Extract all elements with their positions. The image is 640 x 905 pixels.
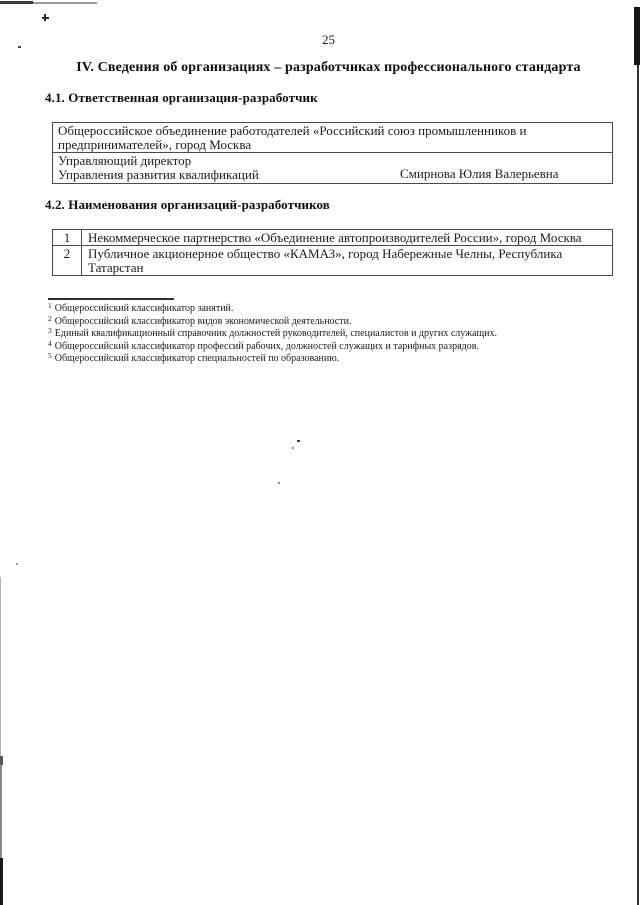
footnote-text: Общероссийский классификатор специальностей по образованию. [54,353,340,364]
scan-artifact-speck [292,447,294,449]
footnote [48,303,608,316]
scan-artifact-right-edge-bar [634,7,640,65]
table-row [53,245,612,275]
org-name-line: Общероссийское объединение работодателей «Российский союз промышленников и [58,123,527,138]
responsible-org-table [52,122,613,184]
scan-artifact-left-edge-line [0,858,3,905]
developer-org-line: Татарстан [88,260,144,275]
scan-artifact-right-edge-line [637,65,639,905]
responsible-person-cell [53,153,612,183]
table-row [53,230,612,245]
scan-artifact-left-edge-line [0,765,2,860]
footnote-separator [48,298,174,300]
developer-org-cell [82,230,612,245]
position-line: Управляющий директор [58,153,192,168]
footnote [48,313,608,329]
scan-artifact-speck [278,482,280,484]
scan-artifact-left-edge-dash [0,756,3,765]
scan-artifact-left-edge-line [0,577,1,765]
footnote-text: Единый квалификационный справочник должностей руководителей, специалистов и других служащих. [54,328,498,339]
footnote-marker: 5 [48,351,52,360]
footnote-marker: 4 [48,338,52,348]
footnote-marker: 2 [48,313,52,323]
footnote [48,328,608,341]
developer-org-cell [82,246,612,275]
scan-artifact-top-line [0,1,33,4]
developer-org-line: Некоммерческое партнерство «Объединение автопроизводителей России», город Москва [88,230,582,245]
scan-artifact-speck [16,563,18,565]
footnote [48,338,608,354]
footnote-marker: 1 [48,301,52,310]
row-number-cell: 1 [53,230,82,245]
scan-artifact-speck [18,46,21,48]
developer-org-line: Публичное акционерное общество «КАМАЗ», город Набережные Челны, Республика [88,246,563,261]
footnote [48,353,608,366]
scan-artifact-cross-mark [44,14,46,21]
row-number-cell: 2 [53,246,82,275]
page-number: 25 [322,32,335,47]
footnote-text: Общероссийский классификатор занятий. [54,303,234,314]
footnote-text: Общероссийский классификатор профессий рабочих, должностей служащих и тарифных разрядов. [54,340,479,352]
footnote-marker: 3 [48,326,52,335]
developers-table [52,229,613,276]
person-name: Смирнова Юлия Валерьевна [400,166,559,181]
subsection-4-2-title: 4.2. Наименования организаций-разработчиков [45,197,330,212]
scan-artifact-top-line-light [33,2,97,4]
footnote-text: Общероссийский классификатор видов экономической деятельности. [54,315,352,327]
org-name-cell [53,123,612,153]
scan-artifact-speck [297,440,300,442]
org-name-line: предпринимателей», город Москва [58,137,252,152]
footnotes [48,303,608,366]
subsection-4-1-title: 4.1. Ответственная организация-разработчик [45,90,318,105]
page-title: IV. Сведения об организациях – разработчиках профессионального стандарта [76,60,581,75]
position-line: Управления развития квалификаций [58,167,259,182]
